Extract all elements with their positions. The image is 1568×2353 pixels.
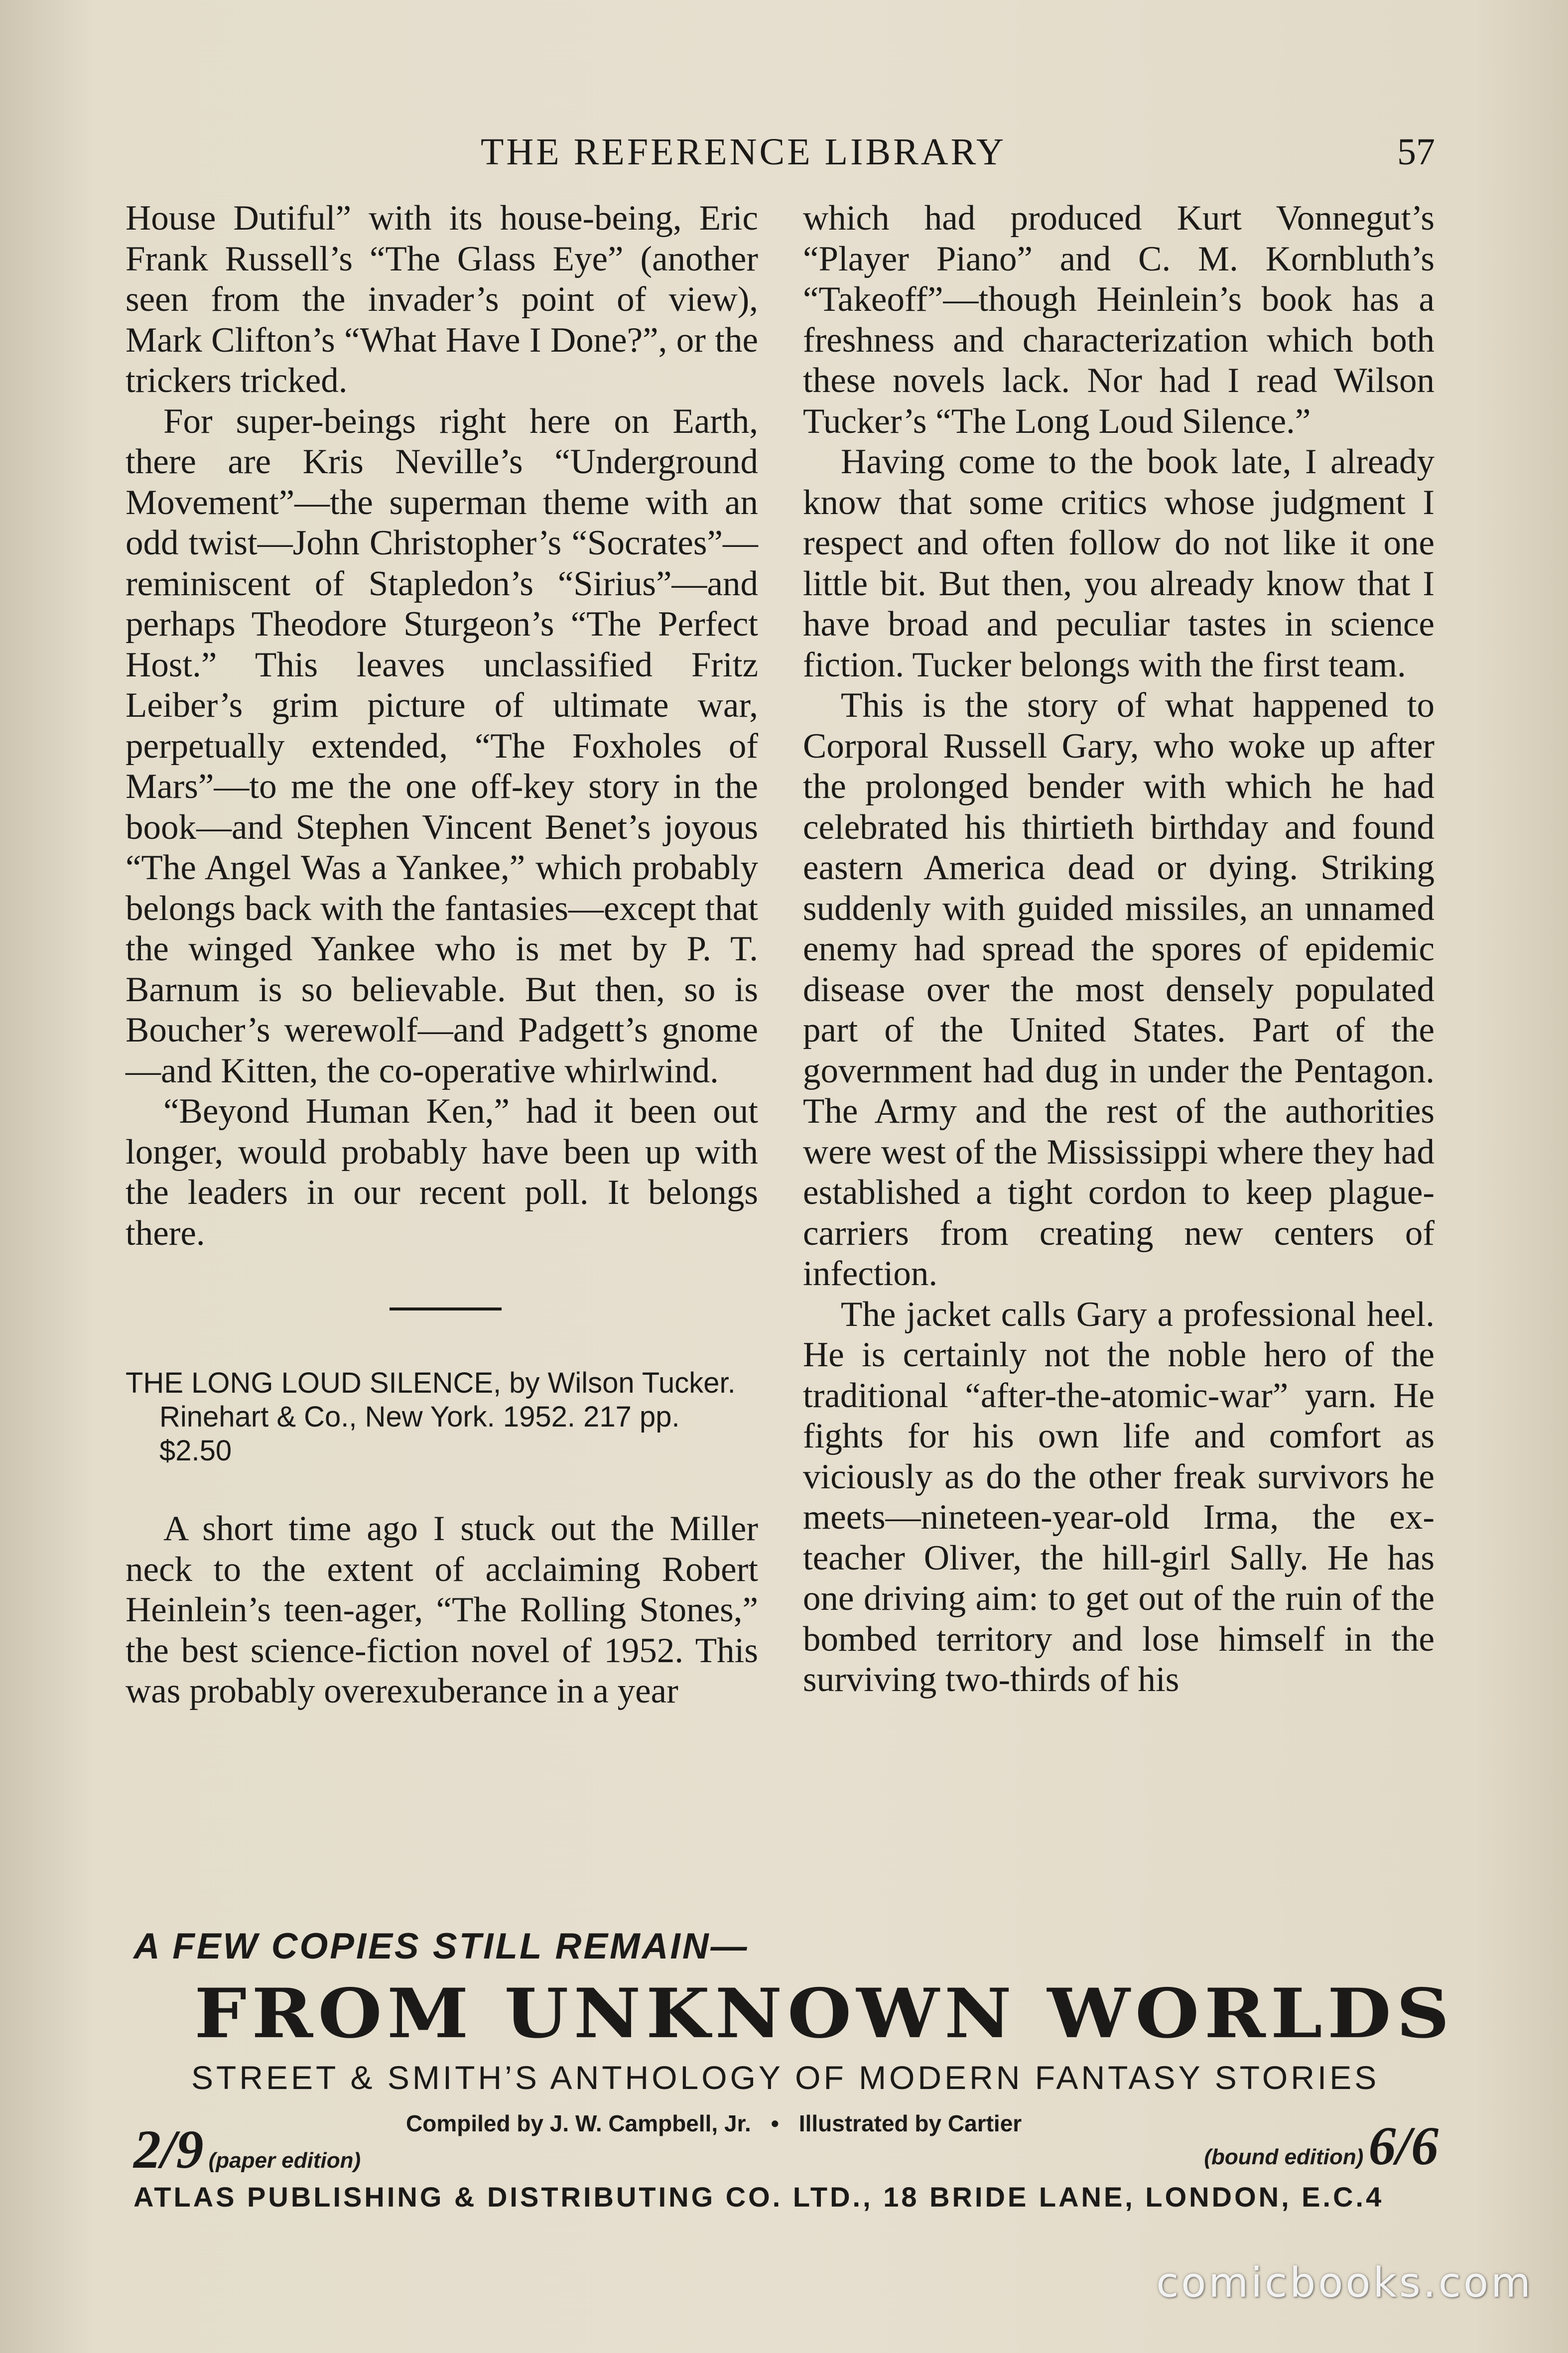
left-paragraph-2: For super-beings right here on Earth, there are Kris Neville’s “Underground Movement”—the superman theme with an odd twist—John Christopher’s “Socrates”—reminiscent of Stapledon’s “Sirius”—and perhaps Theodore Sturgeon’s “The Perfect Host.” This leaves unclassified Fritz Leiber’s grim picture of ultimate war, perpetually extended, “The Foxholes of Mars”—to me the one off-key story in the book—and Stephen Vincent Benet’s joyous “The Angel Was a Yankee,” which probably belongs back with the fantasies—except that the winged Yankee who is met by P. T. Barnum is so believable. But then, so is Boucher’s werewolf—and Padgett’s gnome—and Kitten, the co-operative whirlwind. bbox=[126, 401, 758, 1090]
watermark: comicbooks.com bbox=[1156, 2259, 1533, 2307]
right-paragraph-3: This is the story of what happened to Corporal Russell Gary, who woke up after the prolonged bender with which he had celebrated his thirtieth birthday and found eastern America dead or dying. Striking suddenly with guided missiles, an unnamed enemy had spread the spores of epidemic disease over the most densely populated part of the United States. Part of the government had dug in under the Pentagon. The Army and the rest of the authorities were west of the Mississippi where they had established a tight cordon to keep plague-carriers from creating new centers of infection. bbox=[803, 686, 1435, 1293]
book-reference: THE LONG LOUD SILENCE, by Wilson Tucker. Rinehart & Co., New York. 1952. 217 pp. $2.50 bbox=[126, 1367, 736, 1467]
right-paragraph-1: which had produced Kurt Vonnegut’s “Player Piano” and C. M. Kornbluth’s “Takeoff”—though Heinlein’s book has a freshness and characterization which both these novels lack. Nor had I read Wilson Tucker’s “The Long Loud Silence.” bbox=[803, 199, 1435, 441]
bound-edition-price bbox=[1199, 2114, 1438, 2178]
right-column bbox=[803, 198, 1435, 1700]
paper-edition-price bbox=[133, 2118, 366, 2181]
ad-subtitle: STREET & SMITH’S ANTHOLOGY OF MODERN FANTASY STORIES bbox=[191, 2059, 1380, 2096]
ad-tagline: A FEW COPIES STILL REMAIN— bbox=[133, 1926, 749, 1966]
ad-publisher: ATLAS PUBLISHING & DISTRIBUTING CO. LTD., 18 BRIDE LANE, LONDON, E.C.4 bbox=[133, 2181, 1384, 2213]
bullet-separator: • bbox=[771, 2110, 779, 2136]
right-paragraph-2: Having come to the book late, I already know that some critics whose judgment I respect and often follow do not like it one little bit. But then, you already know that I have broad and peculiar tastes in science fiction. Tucker belongs with the first team. bbox=[803, 442, 1435, 684]
running-title: THE REFERENCE LIBRARY bbox=[481, 131, 1007, 173]
ad-illustrated-by: Illustrated by Cartier bbox=[798, 2110, 1022, 2136]
ad-title: FROM UNKNOWN WORLDS bbox=[194, 1973, 1454, 2054]
section-divider bbox=[390, 1307, 502, 1310]
right-paragraph-4: The jacket calls Gary a professional heel. He is certainly not the noble hero of the traditional “after-the-atomic-war” yarn. He fights for his own life and comfort as viciously as do the other freak survivors he meets—nineteen-year-old Irma, the ex-teacher Oliver, the hill-girl Sally. He has one driving aim: to get out of the ruin of the bombed territory and lose himself in the surviving two-thirds of his bbox=[803, 1295, 1435, 1699]
left-paragraph-3: “Beyond Human Ken,” had it been out longer, would probably have been up with the leaders in our recent poll. It belongs there. bbox=[126, 1092, 758, 1253]
paper-note: (paper edition) bbox=[208, 2148, 361, 2173]
page-number: 57 bbox=[1397, 131, 1435, 173]
bound-price: 6/6 bbox=[1368, 2115, 1438, 2176]
paper-price: 2/9 bbox=[133, 2119, 204, 2180]
page-header bbox=[0, 131, 1568, 175]
ad-credits bbox=[406, 2110, 1022, 2137]
left-paragraph-4: A short time ago I stuck out the Miller neck to the extent of acclaiming Robert Heinlein’s teen-ager, “The Rolling Stones,” the best science-fiction novel of 1952. This was probably overexuberance in a year bbox=[126, 1509, 758, 1710]
left-column bbox=[126, 198, 758, 1712]
bound-note: (bound edition) bbox=[1204, 2145, 1364, 2169]
left-paragraph-1: House Dutiful” with its house-being, Eric Frank Russell’s “The Glass Eye” (another seen from the invader’s point of view), Mark Clifton’s “What Have I Done?”, or the trickers tricked. bbox=[126, 199, 758, 400]
ad-compiled-by: Compiled by J. W. Campbell, Jr. bbox=[406, 2110, 751, 2136]
